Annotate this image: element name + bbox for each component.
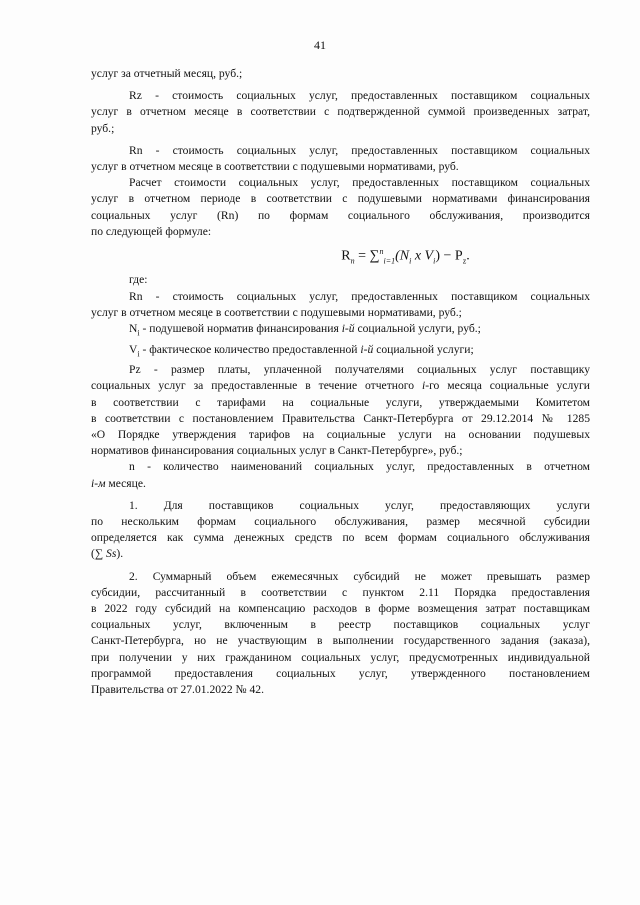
paragraph-n-legend <box>91 459 590 491</box>
text-subscript: i <box>137 328 140 338</box>
text-line <box>91 476 590 492</box>
paragraph-item-1 <box>91 498 590 563</box>
text-italic: i <box>421 379 426 393</box>
paragraph-continuation <box>91 66 590 82</box>
text-part: ). <box>116 547 124 561</box>
paragraph-item-2 <box>91 569 590 699</box>
text-line: где: <box>129 273 148 287</box>
text-italic: ∑ Ss <box>94 547 117 561</box>
text-line: услуг в отчетном месяце в соответствии с подушевыми нормативами, руб.; <box>91 305 462 319</box>
text-line: услуг в отчетном периоде в соответствии с подушевыми нормативами финансирования <box>91 192 590 206</box>
text-line: 1. Для поставщиков социальных услуг, предоставляющих услуги <box>129 498 590 512</box>
page-number: 41 <box>314 38 326 52</box>
paragraph-rn-definition <box>91 143 590 175</box>
text-line: по следующей формуле: <box>91 224 212 238</box>
text-part: социальной услуги; <box>373 342 474 356</box>
text-line: в 2022 году субсидий на компенсацию расходов в форме возмещения затрат поставщикам <box>91 601 590 615</box>
formula-subscript: n <box>350 256 355 266</box>
formula-subscript: z <box>462 256 467 266</box>
text-line: при получении у них гражданином социальных услуг, предусмотренных индивидуальной <box>91 650 590 664</box>
text-line: «О Порядке утверждения тарифов на социальные услуги на основании подушевых <box>91 427 590 441</box>
formula-part: . <box>466 248 470 264</box>
formula-rn <box>91 242 590 271</box>
paragraph-where <box>91 272 590 288</box>
formula-part: = ∑ <box>354 248 380 264</box>
paragraph-rn-legend <box>91 289 590 321</box>
paragraph-calculation <box>91 175 590 240</box>
text-part: V <box>129 342 138 356</box>
text-part: месяце. <box>105 476 146 490</box>
formula-superscript: n <box>379 247 384 257</box>
text-line: социальных услуг, включенным в реестр поставщиков социальных услуг <box>91 618 590 632</box>
text-italic: i-й <box>360 342 374 356</box>
text-part: -го месяца социальные услуги <box>425 379 590 393</box>
formula-subscript: i <box>409 256 412 266</box>
text-part: социальных услуг за предоставленные в течение отчетного <box>91 379 422 393</box>
text-line: услуг в отчетном месяце в соответствии с подушевыми нормативами, руб. <box>91 160 459 174</box>
formula-subscript: i <box>433 256 436 266</box>
text-line: руб.; <box>91 121 115 135</box>
text-line <box>91 546 590 562</box>
text-line: услуг за отчетный месяц, руб.; <box>91 67 243 80</box>
text-line: программой предоставления социальных услуг, утвержденного постановлением <box>91 666 590 680</box>
text-line: нормативов финансирования социальных услуг в Санкт-Петербурге», руб.; <box>91 444 463 458</box>
formula-part: (N <box>395 248 410 264</box>
paragraph-rz-definition <box>91 88 590 137</box>
text-line: Rz - стоимость социальных услуг, предоставленных поставщиком социальных <box>129 89 590 103</box>
text-line: определяется как сумма денежных средств по всем формам социального обслуживания <box>91 531 590 545</box>
text-part: - фактическое количество предоставленной <box>139 342 361 356</box>
text-line: n - количество наименований социальных услуг, предоставленных в отчетном <box>129 460 590 474</box>
text-line: Pz - размер платы, уплаченной получателями социальных услуг поставщику <box>129 363 590 377</box>
text-line: в соответствии с тарифами на социальные услуги, утверждаемыми Комитетом <box>91 395 590 409</box>
text-part: социальной услуги, руб.; <box>354 322 481 336</box>
text-line: в соответствии с постановлением Правительства Санкт-Петербурга от 29.12.2014 № 1285 <box>91 411 590 425</box>
text-line: социальных услуг (Rn) по формам социального обслуживания, производится <box>91 208 590 222</box>
document-body <box>91 66 590 698</box>
text-line: по нескольким формам социального обслуживания, размер месячной субсидии <box>91 514 590 528</box>
text-part: - подушевой норматив финансирования <box>139 322 342 336</box>
paragraph-pz-legend <box>91 362 590 459</box>
formula-part: x V <box>411 248 434 264</box>
text-part: ( <box>91 547 95 561</box>
formula-part: ) − P <box>435 248 463 264</box>
text-line: Расчет стоимости социальных услуг, предоставленных поставщиком социальных <box>129 176 590 190</box>
text-italic: i-й <box>341 322 355 336</box>
text-line: Санкт-Петербурга, но не участвующим в выполнении государственного задания (заказа), <box>91 634 590 648</box>
text-line: Rn - стоимость социальных услуг, предоставленных поставщиком социальных <box>129 143 590 157</box>
formula-part: R <box>341 248 351 264</box>
text-italic: i-м <box>91 476 106 490</box>
paragraph-vi-legend <box>91 342 590 363</box>
text-line: субсидии, рассчитанный в соответствии с пунктом 2.11 Порядка предоставления <box>91 585 590 599</box>
formula-subscript: i=1 <box>383 256 396 266</box>
text-line: Rn - стоимость социальных услуг, предоставленных поставщиком социальных <box>129 289 590 303</box>
text-part: N <box>129 322 138 336</box>
text-line: 2. Суммарный объем ежемесячных субсидий не может превышать размер <box>129 569 590 583</box>
text-line <box>91 378 590 394</box>
text-line: Правительства от 27.01.2022 № 42. <box>91 682 264 696</box>
paragraph-ni-legend <box>91 321 590 342</box>
text-line: услуг в отчетном месяце в соответствии с подтвержденной суммой произведенных затрат, <box>91 105 590 119</box>
text-subscript: i <box>137 348 140 358</box>
